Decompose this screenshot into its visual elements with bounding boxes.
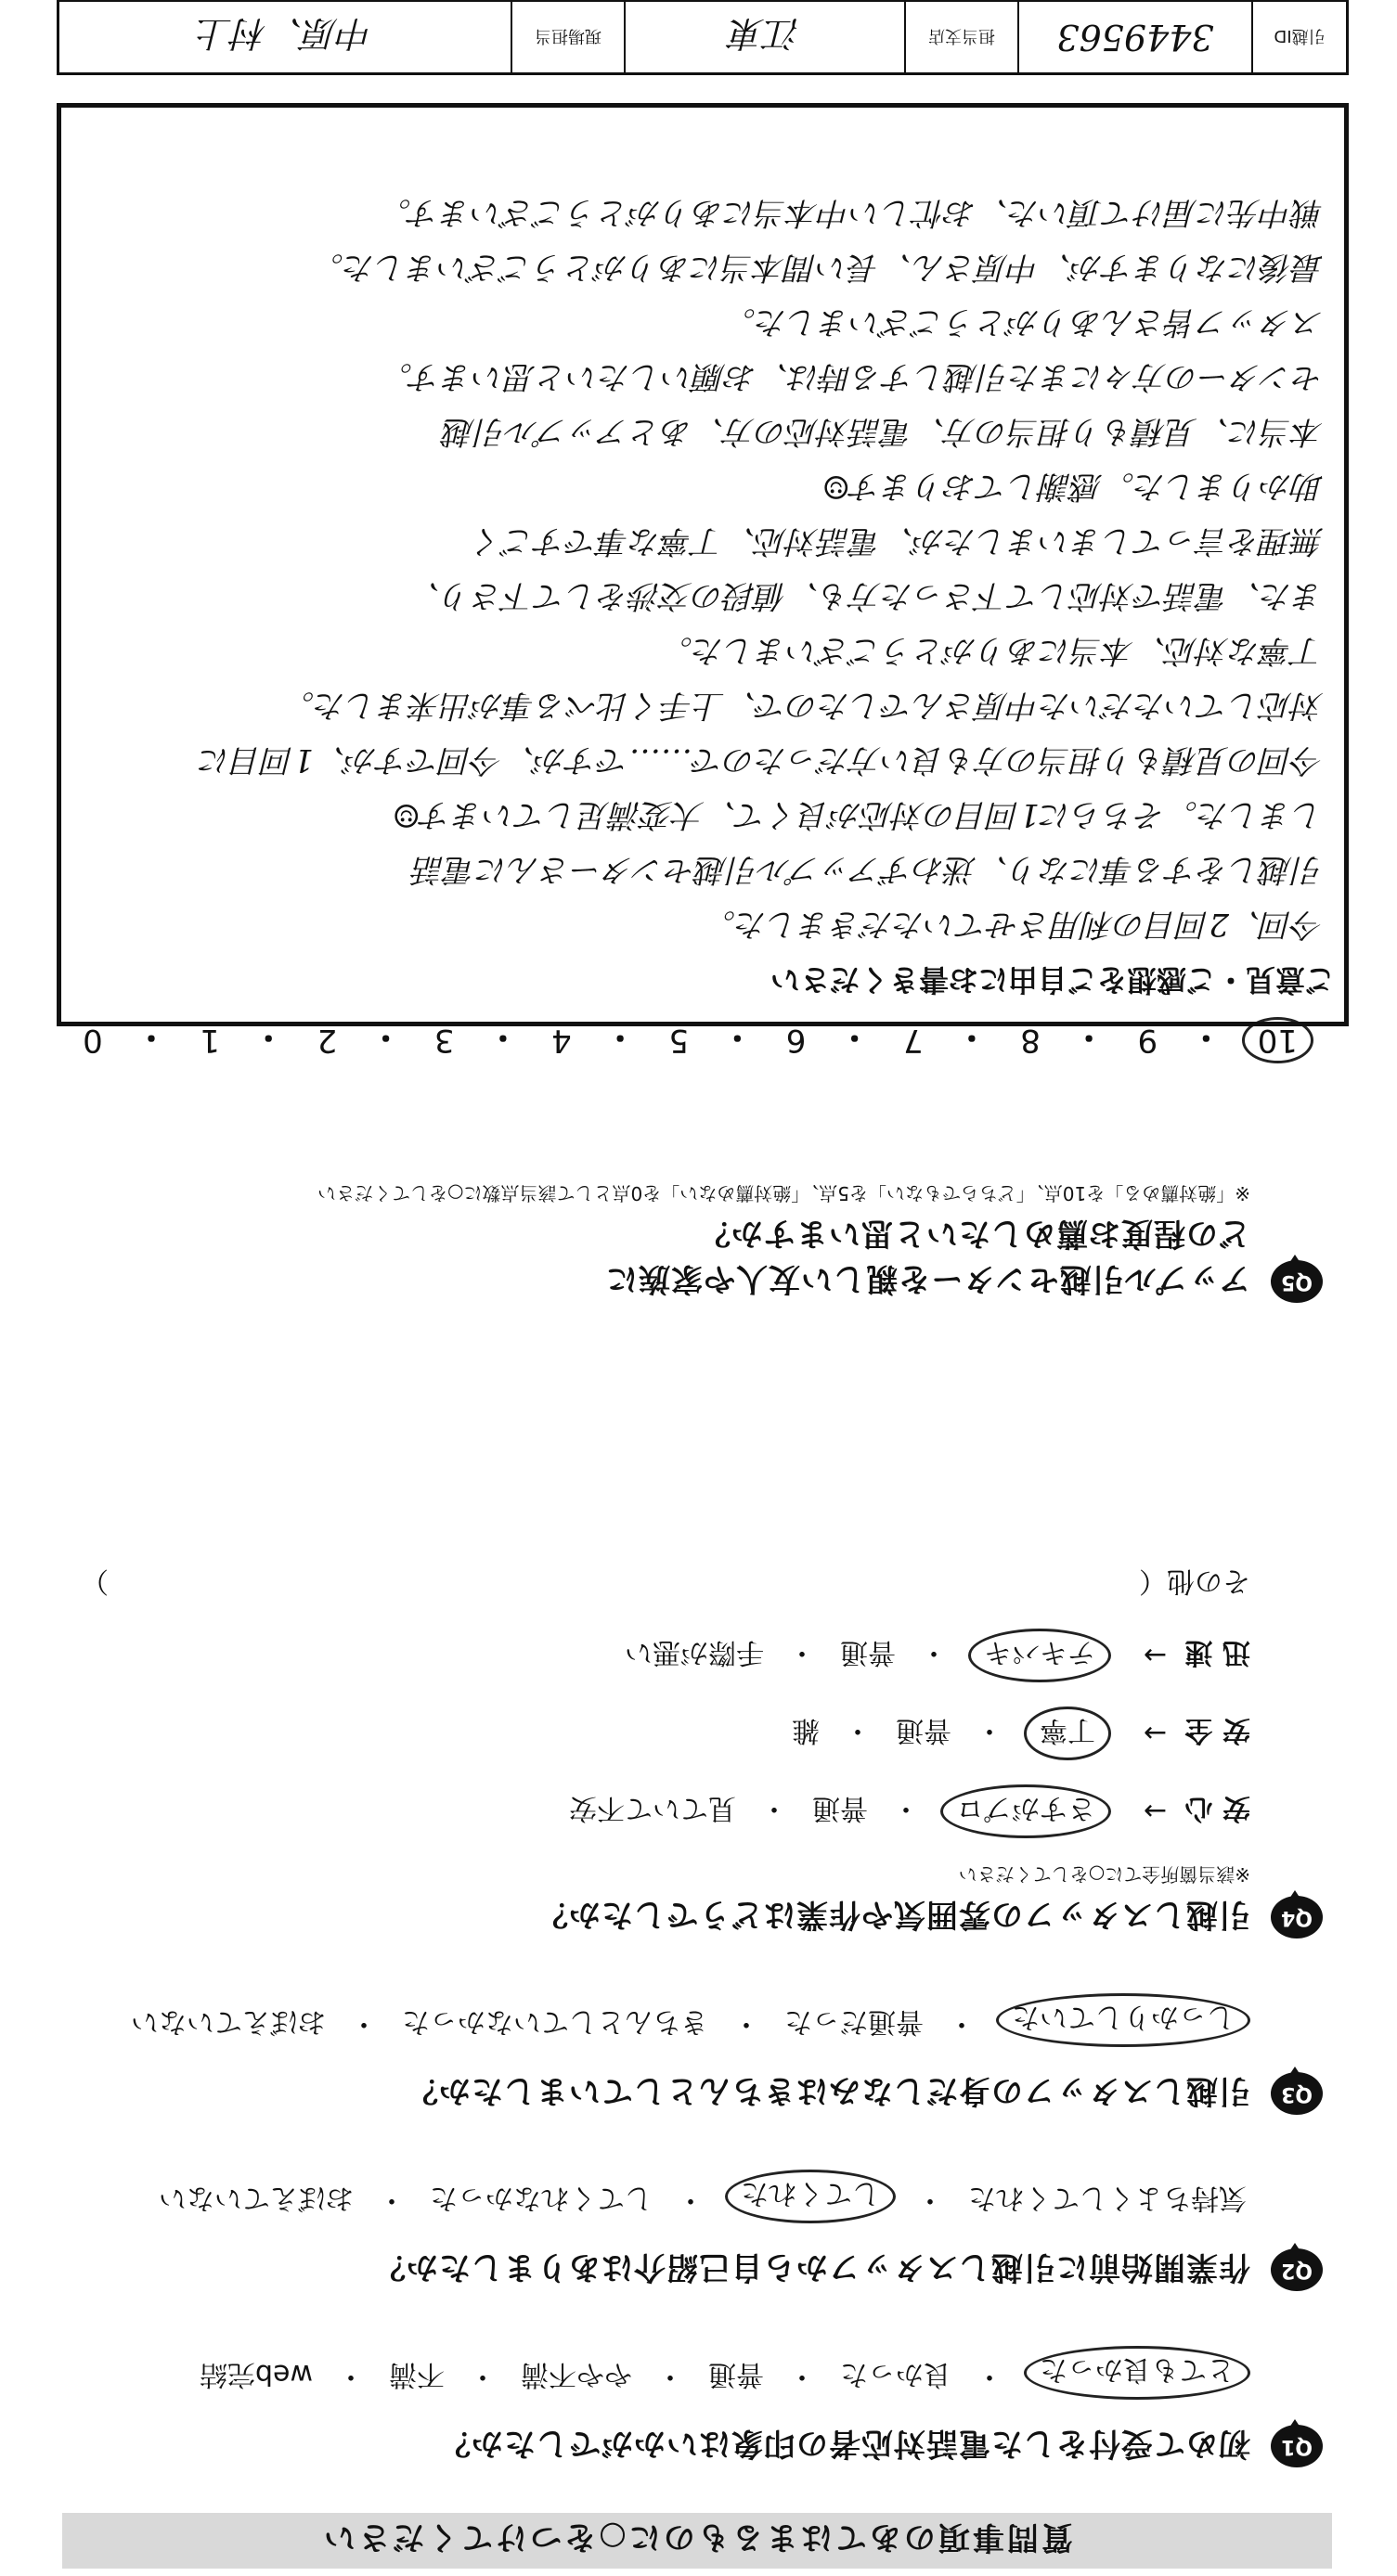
- comment-line: 最後になりますが、中原さん、長い間本当にありがとうございました。: [311, 249, 1324, 286]
- q2-options: 気持ちよくしてくれた ・ してくれた ・ してくれなかった ・ おぼえていない: [60, 2170, 1250, 2223]
- q1-option[interactable]: 普通: [708, 2358, 764, 2390]
- comment-box[interactable]: [57, 103, 1349, 1026]
- score-option[interactable]: 9: [1137, 1022, 1158, 1059]
- q4-option[interactable]: 手際が悪い: [625, 1636, 764, 1668]
- score-option[interactable]: 2: [317, 1022, 338, 1059]
- arrow-icon: →: [1143, 1795, 1167, 1828]
- q1-option[interactable]: やや不満: [521, 2358, 632, 2390]
- branch-label: 担当支店: [904, 2, 1017, 72]
- row-label: 安 全: [1184, 1714, 1250, 1746]
- handwritten-comment: [82, 185, 1324, 951]
- comment-line: 戦中先に届けて頂いた、お忙しい中本当にありがとうございます。: [379, 194, 1324, 231]
- q4-option[interactable]: テキパキ: [968, 1629, 1111, 1682]
- q3-title: 引越しスタッフの身だしなみはきちんとしていましたか？: [406, 2072, 1250, 2109]
- comment-line: 助かりました。感謝しております☺: [821, 468, 1324, 505]
- q1-badge: Q1: [1271, 2426, 1323, 2468]
- comment-line: 今回、2回目の利用させていただきました。: [704, 906, 1324, 943]
- comment-line: また、電話で対応して下さった方も、値段の交渉をして下さり、: [408, 577, 1324, 614]
- q5-score-scale: 10 ・ 9 ・ 8 ・ 7 ・ 6 ・ 5 ・ 4 ・ 3 ・ 2 ・ 1 ・ 0: [70, 1017, 1313, 1063]
- q4-other: [60, 1564, 1250, 1604]
- instruction-banner: 質問事項のあてはまるものに○をつけてください: [62, 2513, 1332, 2569]
- q1-option[interactable]: web完結: [199, 2358, 313, 2390]
- comment-line: 対応していただいた中原さんでしたので、上手く比べる事が出来ました。: [282, 687, 1324, 724]
- id-label: 引越ID: [1251, 2, 1346, 72]
- comment-line: 本当に、見積もり担当の方、電話対応の方、あとアップル引越: [443, 413, 1324, 450]
- other-field[interactable]: その他（ ）: [81, 1565, 1250, 1597]
- comment-line: 無理を言ってしまいましたが、電話対応、丁寧な事ですごく: [472, 522, 1324, 560]
- q3-option[interactable]: おぼえていない: [131, 2005, 326, 2038]
- score-option[interactable]: 6: [785, 1022, 807, 1059]
- q2-option[interactable]: してくれた: [725, 2170, 896, 2223]
- row-label: 迅 速: [1184, 1636, 1250, 1668]
- score-option[interactable]: 1: [200, 1022, 220, 1059]
- q4-option[interactable]: 普通: [840, 1636, 896, 1668]
- score-option[interactable]: 4: [551, 1022, 572, 1059]
- q1-title: 初めて受付をした電話対応者の印象はいかがでしたか？: [438, 2425, 1250, 2462]
- score-option[interactable]: 7: [902, 1022, 924, 1059]
- arrow-icon: →: [1143, 1717, 1167, 1750]
- q4-option[interactable]: さすがプロ: [940, 1784, 1111, 1838]
- q1-option[interactable]: 不満: [389, 2358, 445, 2390]
- score-option[interactable]: 0: [83, 1022, 103, 1059]
- question-1: [60, 2346, 1323, 2469]
- q4-option[interactable]: 見ていて不安: [569, 1792, 736, 1824]
- id-value: 3449563: [1017, 2, 1251, 72]
- q3-option[interactable]: きちんとしていなかった: [402, 2005, 708, 2038]
- score-option[interactable]: 8: [1020, 1022, 1041, 1059]
- comment-line: 今回の見積もり担当の方も良い方だったので……ですが、今回ですが、1回目に: [199, 741, 1324, 779]
- q2-option[interactable]: 気持ちよくしてくれた: [968, 2182, 1247, 2214]
- q2-option[interactable]: してくれなかった: [430, 2182, 653, 2214]
- q3-badge: Q3: [1271, 2073, 1323, 2116]
- q3-options: しっかりしていた ・ 普通だった ・ きちんとしていなかった ・ おぼえていない: [60, 1993, 1250, 2047]
- comment-line: しました。そちらに1回目の対応が良くて、大変満足しています☺: [392, 796, 1324, 833]
- q5-badge: Q5: [1271, 1261, 1323, 1304]
- q2-option[interactable]: おぼえていない: [159, 2182, 354, 2214]
- question-3: [60, 1993, 1323, 2117]
- q5-title-line2: どの程度お薦めしたいと思いますか？: [698, 1215, 1250, 1252]
- q4-badge: Q4: [1271, 1897, 1323, 1939]
- question-4: [60, 1564, 1323, 1940]
- row-label: 安 心: [1184, 1792, 1250, 1824]
- comment-line: 丁寧な対応、本当にありがとうございました。: [661, 632, 1324, 669]
- q1-options: とても良かった ・ 良かった ・ 普通 ・ やや不満 ・ 不満 ・ web完結: [60, 2346, 1250, 2400]
- staff-label: 現場担当: [511, 2, 624, 72]
- q4-row-anshin: 安 心 → さすがプロ ・ 普通 ・ 見ていて不安: [60, 1784, 1250, 1838]
- office-use-table: [57, 0, 1349, 75]
- q3-option[interactable]: 普通だった: [784, 2005, 924, 2038]
- q5-note: ※「絶対薦める」を10点、「どちらでもない」を5点、「絶対薦めない」を0点として該当点数に○をしてください: [317, 1182, 1250, 1204]
- branch-value: 江東: [624, 2, 904, 72]
- q4-title: 引越しスタッフの雰囲気や作業はどうでしたか？: [536, 1896, 1250, 1933]
- q4-option[interactable]: 雑: [792, 1714, 820, 1746]
- q4-option[interactable]: 普通: [896, 1714, 951, 1746]
- q2-title: 作業開始前に引越しスタッフから自己紹介はありましたか？: [373, 2248, 1250, 2286]
- comment-line: スタッフ皆さんありがとうございました。: [724, 303, 1324, 341]
- q4-option[interactable]: 普通: [812, 1792, 868, 1824]
- q1-option[interactable]: とても良かった: [1024, 2346, 1250, 2400]
- q2-badge: Q2: [1271, 2249, 1323, 2292]
- question-5: [60, 1181, 1323, 1305]
- q4-row-jinsoku: 迅 速 → テキパキ ・ 普通 ・ 手際が悪い: [60, 1629, 1250, 1682]
- q4-option[interactable]: 丁寧: [1024, 1707, 1111, 1760]
- comment-heading: ご意見・ご感想をご自由にお書きください: [770, 962, 1335, 998]
- q3-option[interactable]: しっかりしていた: [996, 1993, 1250, 2047]
- q5-title-line1: アップル引越センターを親しい友人や家族に: [605, 1260, 1250, 1297]
- score-option[interactable]: 3: [433, 1022, 455, 1059]
- score-option[interactable]: 5: [668, 1022, 690, 1059]
- arrow-icon: →: [1143, 1639, 1167, 1672]
- question-2: [60, 2170, 1323, 2293]
- q1-option[interactable]: 良かった: [840, 2358, 951, 2390]
- q4-row-anzen: 安 全 → 丁寧 ・ 普通 ・ 雑: [60, 1707, 1250, 1760]
- comment-line: センターの方々にまた引越しする時は、お願いしたいと思います。: [381, 358, 1324, 395]
- score-option[interactable]: 10: [1242, 1017, 1313, 1063]
- comment-line: 引越しをする事になり、迷わずアップル引越センターさんに電話: [413, 851, 1324, 888]
- staff-value: 中原、村上: [197, 13, 374, 55]
- q4-note: ※該当箇所全てに○をしてください: [958, 1863, 1250, 1886]
